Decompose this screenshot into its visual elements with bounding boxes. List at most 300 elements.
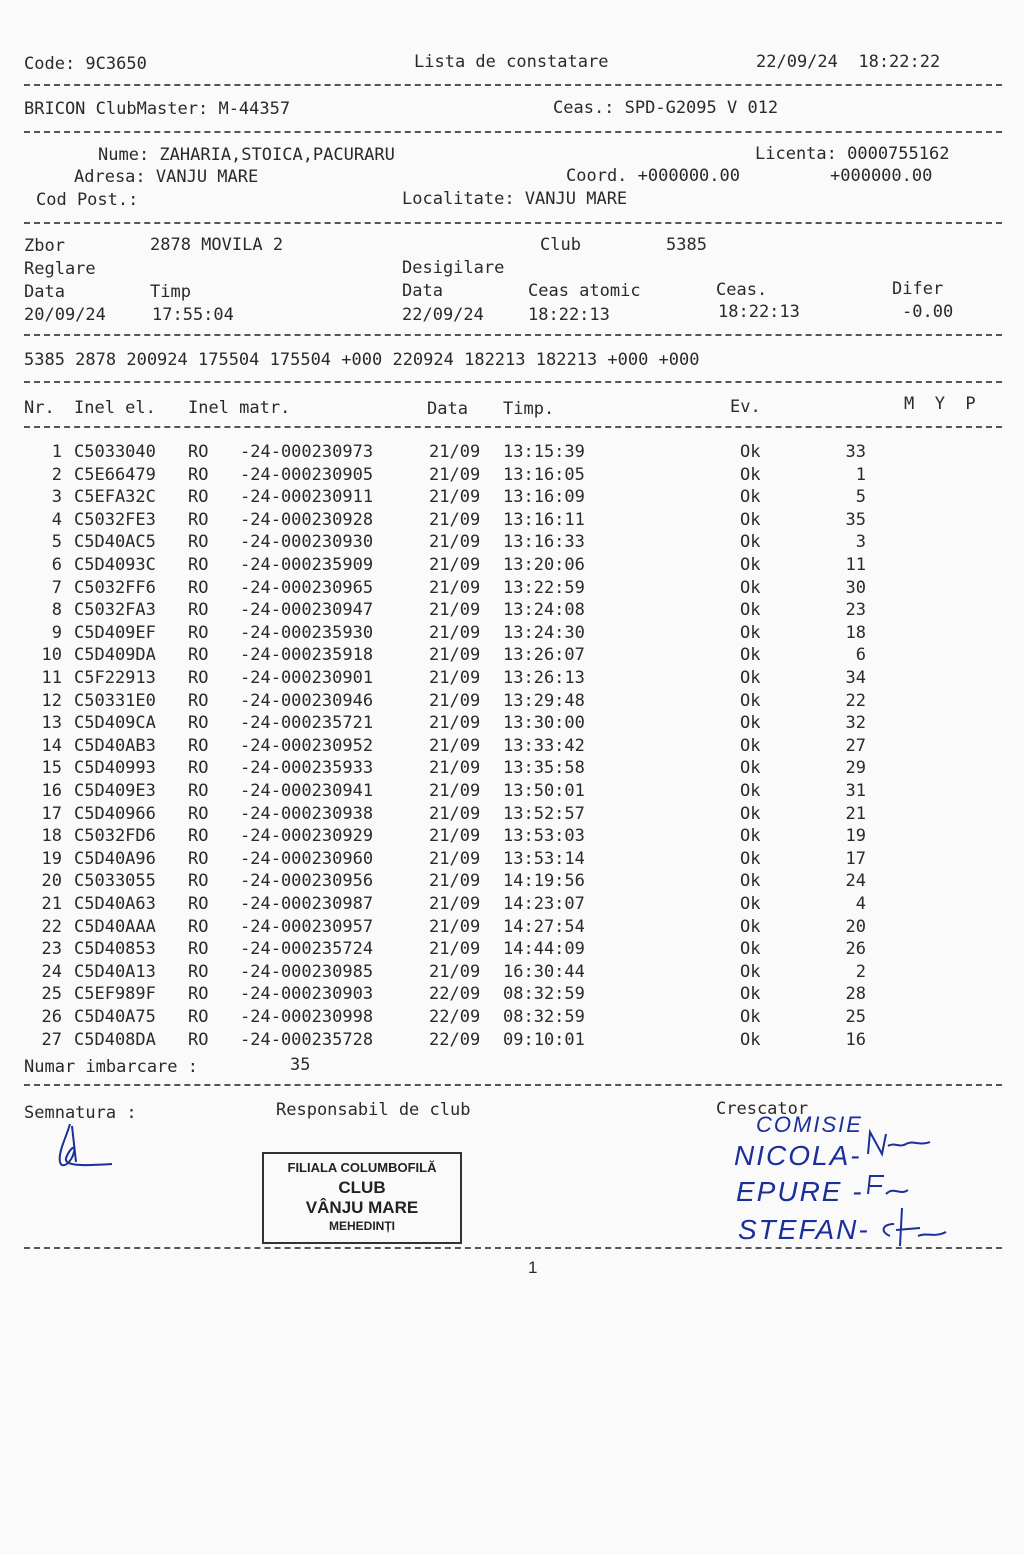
setting-time-label: Timp <box>150 282 191 302</box>
row-date: 21/09 <box>429 894 481 914</box>
table-row <box>0 848 1000 870</box>
row-date: 21/09 <box>429 781 481 801</box>
report-title: Lista de constatare <box>414 52 609 72</box>
row-country: RO <box>188 622 209 643</box>
row-number: 15 <box>41 758 62 779</box>
row-electronic-ring: C5D40A75 <box>74 1007 156 1027</box>
row-number: 8 <box>51 600 62 621</box>
row-ring-number: -24-000230903 <box>240 984 374 1005</box>
row-date: 21/09 <box>429 577 481 598</box>
row-event: Ok <box>740 713 761 734</box>
difference-label: Difer <box>892 279 944 299</box>
row-ring-number: -24-000230987 <box>240 894 374 914</box>
row-electronic-ring: C5F22913 <box>74 668 156 688</box>
table-row <box>0 531 1000 553</box>
row-number: 6 <box>51 555 62 575</box>
row-ring-number: -24-000230965 <box>240 577 374 598</box>
row-country: RO <box>188 577 209 598</box>
table-row <box>0 757 1000 779</box>
row-position: 20 <box>845 916 866 937</box>
row-position: 33 <box>845 442 866 462</box>
row-electronic-ring: C5D40A63 <box>74 894 156 914</box>
table-row <box>0 509 1000 531</box>
row-number: 9 <box>51 622 62 643</box>
row-ring-number: -24-000230929 <box>240 826 374 847</box>
row-ring-number: -24-000235721 <box>240 713 374 734</box>
row-ring-number: -24-000235918 <box>240 645 374 666</box>
table-row <box>0 780 1000 802</box>
row-number: 3 <box>51 487 62 508</box>
row-number: 14 <box>41 735 62 756</box>
row-electronic-ring: C5033055 <box>74 871 156 892</box>
stamp-line-4: MEHEDINȚI <box>329 1219 395 1233</box>
row-number: 25 <box>41 984 62 1005</box>
table-row <box>0 644 1000 666</box>
table-row <box>0 577 1000 599</box>
row-time: 13:50:01 <box>503 781 585 801</box>
owner-address: Adresa: VANJU MARE <box>74 167 259 187</box>
row-ring-number: -24-000230960 <box>240 848 374 869</box>
row-date: 21/09 <box>429 487 481 508</box>
row-time: 09:10:01 <box>503 1029 585 1050</box>
row-event: Ok <box>740 916 761 937</box>
row-country: RO <box>188 735 209 756</box>
row-country: RO <box>188 555 209 575</box>
row-number: 16 <box>41 781 62 801</box>
stamp-line-2: CLUB <box>338 1178 386 1197</box>
row-time: 13:24:30 <box>503 622 585 643</box>
row-country: RO <box>188 894 209 914</box>
row-event: Ok <box>740 464 761 485</box>
row-ring-number: -24-000230941 <box>240 781 374 801</box>
clock-id: Ceas.: SPD-G2095 V 012 <box>553 98 779 118</box>
row-time: 13:33:42 <box>503 735 585 756</box>
row-date: 21/09 <box>429 690 481 711</box>
row-position: 22 <box>845 690 866 711</box>
table-row <box>0 735 1000 757</box>
divider <box>24 426 1002 428</box>
row-time: 13:20:06 <box>503 555 585 575</box>
row-electronic-ring: C5D409CA <box>74 713 156 734</box>
row-date: 21/09 <box>429 713 481 734</box>
row-country: RO <box>188 487 209 508</box>
row-ring-number: -24-000230985 <box>240 961 374 982</box>
club-responsible-label: Responsabil de club <box>276 1100 471 1120</box>
row-ring-number: -24-000235933 <box>240 758 374 779</box>
row-time: 13:53:14 <box>503 848 585 869</box>
row-country: RO <box>188 532 209 553</box>
row-number: 17 <box>41 803 62 824</box>
handwritten-name-3: STEFAN- <box>738 1214 870 1245</box>
handwritten-name-2: EPURE - <box>736 1176 864 1207</box>
row-event: Ok <box>740 442 761 462</box>
signature-label: Semnatura : <box>24 1103 137 1123</box>
row-number: 10 <box>41 645 62 666</box>
basketing-count-label: Numar imbarcare : <box>24 1057 198 1077</box>
row-electronic-ring: C5E66479 <box>74 464 156 485</box>
page-number: 1 <box>528 1258 538 1277</box>
club-label: Club <box>540 235 581 255</box>
signature-scribble <box>52 1118 122 1178</box>
row-position: 4 <box>855 894 866 914</box>
report-code: Code: 9C3650 <box>24 54 147 74</box>
row-position: 25 <box>845 1007 866 1027</box>
row-event: Ok <box>740 871 761 892</box>
row-date: 21/09 <box>429 442 481 462</box>
row-ring-number: -24-000230928 <box>240 509 374 530</box>
row-time: 08:32:59 <box>503 1007 585 1027</box>
row-ring-number: -24-000230946 <box>240 690 374 711</box>
row-electronic-ring: C5032FA3 <box>74 600 156 621</box>
row-position: 28 <box>845 984 866 1005</box>
row-country: RO <box>188 464 209 485</box>
col-nr: Nr. <box>24 398 55 418</box>
atomic-clock-time: 18:22:13 <box>528 305 610 325</box>
row-number: 24 <box>41 961 62 982</box>
atomic-clock-label: Ceas atomic <box>528 281 641 301</box>
summary-code-line: 5385 2878 200924 175504 175504 +000 220924 182213 182213 +000 +000 <box>24 350 700 370</box>
row-event: Ok <box>740 668 761 688</box>
table-row <box>0 712 1000 734</box>
row-country: RO <box>188 668 209 688</box>
row-electronic-ring: C5033040 <box>74 442 156 462</box>
row-number: 5 <box>51 532 62 553</box>
club-stamp <box>262 1152 462 1244</box>
row-ring-number: -24-000230901 <box>240 668 374 688</box>
row-time: 13:16:05 <box>503 464 585 485</box>
row-number: 12 <box>41 690 62 711</box>
row-electronic-ring: C5D40AAA <box>74 916 156 937</box>
row-ring-number: -24-000230956 <box>240 871 374 892</box>
row-country: RO <box>188 645 209 666</box>
row-time: 13:22:59 <box>503 577 585 598</box>
row-date: 22/09 <box>429 1007 481 1027</box>
table-row <box>0 486 1000 508</box>
row-time: 13:26:07 <box>503 645 585 666</box>
row-date: 21/09 <box>429 758 481 779</box>
row-event: Ok <box>740 939 761 960</box>
row-event: Ok <box>740 961 761 982</box>
row-event: Ok <box>740 1007 761 1027</box>
row-ring-number: -24-000230905 <box>240 464 374 485</box>
row-position: 11 <box>845 555 866 575</box>
row-time: 08:32:59 <box>503 984 585 1005</box>
row-ring-number: -24-000230973 <box>240 442 374 462</box>
row-date: 21/09 <box>429 939 481 960</box>
setting-date-label: Data <box>24 282 65 302</box>
row-event: Ok <box>740 735 761 756</box>
row-number: 4 <box>51 509 62 530</box>
row-number: 21 <box>41 894 62 914</box>
row-position: 16 <box>845 1029 866 1050</box>
row-date: 21/09 <box>429 848 481 869</box>
col-event: Ev. <box>730 397 761 417</box>
row-electronic-ring: C5D409DA <box>74 645 156 666</box>
table-row <box>0 916 1000 938</box>
divider <box>24 222 1002 224</box>
table-row <box>0 622 1000 644</box>
row-position: 23 <box>845 600 866 621</box>
divider <box>24 84 1002 86</box>
row-electronic-ring: C5D40853 <box>74 939 156 960</box>
row-position: 2 <box>855 961 866 982</box>
row-position: 1 <box>855 464 866 485</box>
col-myp: M Y P <box>904 394 976 414</box>
row-date: 21/09 <box>429 464 481 485</box>
row-event: Ok <box>740 555 761 575</box>
row-electronic-ring: C5D409EF <box>74 622 156 643</box>
row-time: 14:27:54 <box>503 916 585 937</box>
row-country: RO <box>188 713 209 734</box>
clock-time: 18:22:13 <box>718 302 800 322</box>
row-country: RO <box>188 939 209 960</box>
col-ring-number: Inel matr. <box>188 398 291 418</box>
row-position: 35 <box>845 509 866 530</box>
row-position: 29 <box>845 758 866 779</box>
row-date: 21/09 <box>429 555 481 575</box>
row-time: 13:16:11 <box>503 509 585 530</box>
row-electronic-ring: C5D40A96 <box>74 848 156 869</box>
coordinates-second: +000000.00 <box>830 166 933 186</box>
row-date: 21/09 <box>429 532 481 553</box>
row-time: 16:30:44 <box>503 961 585 982</box>
row-position: 27 <box>845 735 866 756</box>
locality: Localitate: VANJU MARE <box>402 189 628 209</box>
row-position: 18 <box>845 622 866 643</box>
row-electronic-ring: C5D40993 <box>74 758 156 779</box>
row-event: Ok <box>740 984 761 1005</box>
row-number: 20 <box>41 871 62 892</box>
row-electronic-ring: C5032FF6 <box>74 577 156 598</box>
row-date: 21/09 <box>429 803 481 824</box>
coordinates: Coord. +000000.00 <box>566 166 740 186</box>
table-row <box>0 441 1000 463</box>
row-country: RO <box>188 916 209 937</box>
row-event: Ok <box>740 781 761 801</box>
row-event: Ok <box>740 826 761 847</box>
table-row <box>0 803 1000 825</box>
row-date: 22/09 <box>429 984 481 1005</box>
divider <box>24 1247 1002 1249</box>
row-position: 3 <box>855 532 866 553</box>
row-position: 6 <box>855 645 866 666</box>
row-time: 13:24:08 <box>503 600 585 621</box>
row-position: 32 <box>845 713 866 734</box>
row-electronic-ring: C5D40AC5 <box>74 532 156 553</box>
row-time: 14:44:09 <box>503 939 585 960</box>
row-country: RO <box>188 848 209 869</box>
row-time: 13:16:33 <box>503 532 585 553</box>
row-number: 2 <box>51 464 62 485</box>
row-event: Ok <box>740 509 761 530</box>
row-position: 17 <box>845 848 866 869</box>
table-row <box>0 961 1000 983</box>
row-electronic-ring: C5D40AB3 <box>74 735 156 756</box>
row-country: RO <box>188 826 209 847</box>
handwritten-name-1: NICOLA- <box>734 1140 862 1171</box>
table-row <box>0 554 1000 576</box>
divider <box>24 1084 1002 1086</box>
row-event: Ok <box>740 848 761 869</box>
row-event: Ok <box>740 758 761 779</box>
row-position: 21 <box>845 803 866 824</box>
row-country: RO <box>188 961 209 982</box>
row-event: Ok <box>740 532 761 553</box>
row-date: 21/09 <box>429 916 481 937</box>
row-country: RO <box>188 442 209 462</box>
row-country: RO <box>188 803 209 824</box>
col-date: Data <box>427 399 468 419</box>
stamp-line-3: VÂNJU MARE <box>305 1198 419 1217</box>
report-datetime: 22/09/24 18:22:22 <box>756 52 941 72</box>
row-date: 21/09 <box>429 622 481 643</box>
row-ring-number: -24-000235909 <box>240 555 374 575</box>
row-date: 21/09 <box>429 509 481 530</box>
flight-name: 2878 MOVILA 2 <box>150 235 284 255</box>
row-position: 26 <box>845 939 866 960</box>
row-electronic-ring: C5D408DA <box>74 1029 156 1050</box>
row-position: 30 <box>845 577 866 598</box>
row-date: 22/09 <box>429 1029 481 1050</box>
divider <box>24 131 1002 133</box>
row-electronic-ring: C5EF989F <box>74 984 156 1005</box>
row-number: 27 <box>41 1029 62 1050</box>
row-ring-number: -24-000230998 <box>240 1007 374 1027</box>
flight-label: Zbor <box>24 236 65 256</box>
row-ring-number: -24-000230947 <box>240 600 374 621</box>
license-number: Licenta: 0000755162 <box>755 144 950 164</box>
row-number: 18 <box>41 826 62 847</box>
col-electronic-ring: Inel el. <box>74 398 156 418</box>
row-country: RO <box>188 690 209 711</box>
row-time: 13:29:48 <box>503 690 585 711</box>
row-country: RO <box>188 984 209 1005</box>
row-electronic-ring: C5EFA32C <box>74 487 156 508</box>
table-row <box>0 690 1000 712</box>
row-number: 7 <box>51 577 62 598</box>
row-country: RO <box>188 600 209 621</box>
table-row <box>0 1006 1000 1028</box>
row-number: 19 <box>41 848 62 869</box>
row-time: 14:19:56 <box>503 871 585 892</box>
row-event: Ok <box>740 622 761 643</box>
row-number: 11 <box>41 668 62 688</box>
row-ring-number: -24-000230930 <box>240 532 374 553</box>
setting-time: 17:55:04 <box>152 305 234 325</box>
table-row <box>0 893 1000 915</box>
breeder-label: Crescator <box>716 1099 809 1119</box>
row-time: 13:52:57 <box>503 803 585 824</box>
stamp-line-1: FILIALA COLUMBOFILĂ <box>287 1160 437 1175</box>
row-ring-number: -24-000235728 <box>240 1029 374 1050</box>
row-position: 31 <box>845 781 866 801</box>
owner-name: Nume: ZAHARIA,STOICA,PACURARU <box>98 145 395 165</box>
handwritten-initials <box>860 1124 970 1264</box>
row-date: 21/09 <box>429 600 481 621</box>
basketing-count: 35 <box>290 1055 311 1075</box>
row-date: 21/09 <box>429 668 481 688</box>
setting-label: Reglare <box>24 259 96 279</box>
table-row <box>0 938 1000 960</box>
row-country: RO <box>188 509 209 530</box>
row-event: Ok <box>740 600 761 621</box>
row-electronic-ring: C5D4093C <box>74 555 156 575</box>
row-position: 5 <box>855 487 866 508</box>
row-country: RO <box>188 1007 209 1027</box>
row-country: RO <box>188 1029 209 1050</box>
clock-label: Ceas. <box>716 280 768 300</box>
table-row <box>0 983 1000 1005</box>
divider <box>24 334 1002 336</box>
row-date: 21/09 <box>429 961 481 982</box>
row-ring-number: -24-000235724 <box>240 939 374 960</box>
row-number: 1 <box>51 442 62 462</box>
difference-value: -0.00 <box>902 302 954 322</box>
table-row <box>0 464 1000 486</box>
row-time: 13:15:39 <box>503 442 585 462</box>
row-date: 21/09 <box>429 645 481 666</box>
row-time: 13:26:13 <box>503 668 585 688</box>
table-row <box>0 599 1000 621</box>
row-position: 24 <box>845 871 866 892</box>
row-electronic-ring: C5D409E3 <box>74 781 156 801</box>
row-ring-number: -24-000230911 <box>240 487 374 508</box>
table-row <box>0 1029 1000 1051</box>
row-ring-number: -24-000230952 <box>240 735 374 756</box>
row-event: Ok <box>740 487 761 508</box>
row-event: Ok <box>740 577 761 598</box>
clubmaster-id: BRICON ClubMaster: M-44357 <box>24 99 291 119</box>
row-event: Ok <box>740 894 761 914</box>
row-number: 23 <box>41 939 62 960</box>
row-electronic-ring: C5D40966 <box>74 803 156 824</box>
row-number: 22 <box>41 916 62 937</box>
row-ring-number: -24-000230938 <box>240 803 374 824</box>
club-number: 5385 <box>666 235 707 255</box>
handwritten-commission: COMISIE <box>756 1112 863 1137</box>
row-event: Ok <box>740 1029 761 1050</box>
table-row <box>0 667 1000 689</box>
row-electronic-ring: C5032FE3 <box>74 509 156 530</box>
row-date: 21/09 <box>429 826 481 847</box>
col-time: Timp. <box>503 399 555 419</box>
divider <box>24 381 1002 383</box>
row-position: 19 <box>845 826 866 847</box>
row-country: RO <box>188 871 209 892</box>
row-event: Ok <box>740 645 761 666</box>
row-ring-number: -24-000230957 <box>240 916 374 937</box>
table-row <box>0 825 1000 847</box>
row-time: 13:30:00 <box>503 713 585 734</box>
row-date: 21/09 <box>429 871 481 892</box>
row-time: 13:35:58 <box>503 758 585 779</box>
row-time: 13:53:03 <box>503 826 585 847</box>
row-number: 13 <box>41 713 62 734</box>
row-electronic-ring: C5D40A13 <box>74 961 156 982</box>
table-row <box>0 870 1000 892</box>
row-electronic-ring: C5032FD6 <box>74 826 156 847</box>
row-position: 34 <box>845 668 866 688</box>
row-date: 21/09 <box>429 735 481 756</box>
postal-code: Cod Post.: <box>36 190 139 210</box>
unsealing-date-label: Data <box>402 281 443 301</box>
unsealing-date: 22/09/24 <box>402 305 484 325</box>
row-electronic-ring: C50331E0 <box>74 690 156 711</box>
row-event: Ok <box>740 803 761 824</box>
row-time: 13:16:09 <box>503 487 585 508</box>
row-time: 14:23:07 <box>503 894 585 914</box>
row-ring-number: -24-000235930 <box>240 622 374 643</box>
